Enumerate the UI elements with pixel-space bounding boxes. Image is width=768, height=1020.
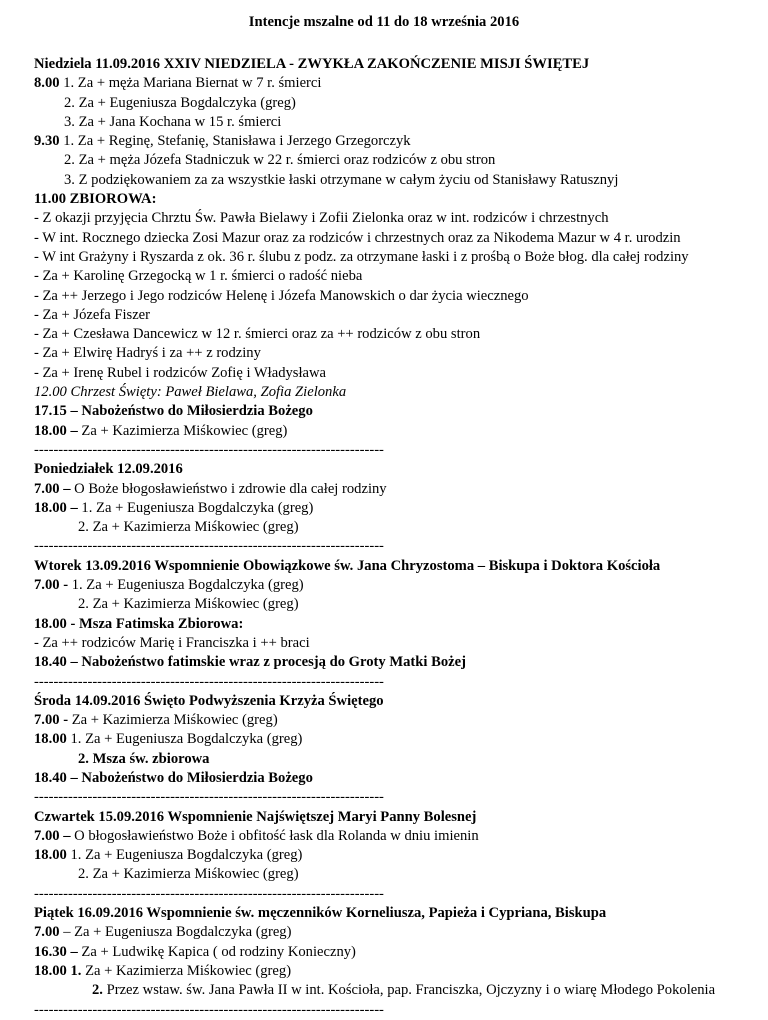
separator: ------------------------------------------------------------------------ xyxy=(34,538,384,555)
sunday-1100-item-5: - Za ++ Jerzego i Jego rodziców Helenę i Józefa Manowskich o dar życia wiecznego xyxy=(34,287,529,304)
wednesday-700: 7.00 - Za + Kazimierza Miśkowiec (greg) xyxy=(34,712,278,729)
sunday-1715-service: 17.15 – Nabożeństwo do Miłosierdzia Bożego xyxy=(34,403,313,420)
sunday-1100-item-2: - W int. Rocznego dziecka Zosi Mazur oraz za rodziców i chrzestnych oraz za Nikodema Mazur w 4 r. urodzin xyxy=(34,229,681,246)
sunday-800-line-3: 3. Za + Jana Kochana w 15 r. śmierci xyxy=(64,113,282,130)
tuesday-fatima-header: 18.00 - Msza Fatimska Zbiorowa: xyxy=(34,615,244,632)
friday-1630: 16.30 – Za + Ludwikę Kapica ( od rodziny Konieczny) xyxy=(34,943,356,960)
tuesday-700-line-2: 2. Za + Kazimierza Miśkowiec (greg) xyxy=(78,596,299,613)
sunday-1100-item-8: - Za + Elwirę Hadryś i za ++ z rodziny xyxy=(34,345,261,362)
monday-700: 7.00 – O Boże błogosławieństwo i zdrowie dla całej rodziny xyxy=(34,480,387,497)
friday-1800-line-1: 18.00 1. Za + Kazimierza Miśkowiec (greg) xyxy=(34,962,292,979)
sunday-1100-item-3: - W int Grażyny i Ryszarda z ok. 36 r. ślubu z podz. za otrzymane łaski i z prośbą o Boże błog. dla całej rodziny xyxy=(34,248,689,265)
separator: ------------------------------------------------------------------------ xyxy=(34,885,384,902)
separator: ------------------------------------------------------------------------ xyxy=(34,673,384,690)
separator: ------------------------------------------------------------------------ xyxy=(34,441,384,458)
sunday-1100-item-9: - Za + Irenę Rubel i rodziców Zofię i Władysława xyxy=(34,364,327,381)
separator: ------------------------------------------------------------------------ xyxy=(34,1001,384,1018)
sunday-800-line-1: 8.00 1. Za + męża Mariana Biernat w 7 r. śmierci xyxy=(34,75,322,92)
sunday-800-line-2: 2. Za + Eugeniusza Bogdalczyka (greg) xyxy=(64,94,296,111)
wednesday-header: Środa 14.09.2016 Święto Podwyższenia Krzyża Świętego xyxy=(34,692,384,709)
page-title: Intencje mszalne od 11 do 18 września 2016 xyxy=(248,14,520,30)
wednesday-1840-service: 18.40 – Nabożeństwo do Miłosierdzia Bożego xyxy=(34,769,313,786)
tuesday-1840-service: 18.40 – Nabożeństwo fatimskie wraz z procesją do Groty Matki Bożej xyxy=(34,654,466,671)
separator: ------------------------------------------------------------------------ xyxy=(34,789,384,806)
sunday-1100-header: 11.00 ZBIOROWA: xyxy=(34,191,157,208)
intentions-list xyxy=(34,55,754,1020)
tuesday-header: Wtorek 13.09.2016 Wspomnienie Obowiązkowe św. Jana Chryzostoma – Biskupa i Doktora Kościoła xyxy=(34,557,661,574)
sunday-930-line-1: 9.30 1. Za + Reginę, Stefanię, Stanisława i Jerzego Grzegorczyk xyxy=(34,133,411,150)
sunday-1100-item-4: - Za + Karolinę Grzegocką w 1 r. śmierci o radość nieba xyxy=(34,268,363,285)
friday-header: Piątek 16.09.2016 Wspomnienie św. męczenników Korneliusza, Papieża i Cypriana, Biskupa xyxy=(34,905,607,922)
friday-700: 7.00 – Za + Eugeniusza Bogdalczyka (greg) xyxy=(34,924,292,941)
monday-1800-line-2: 2. Za + Kazimierza Miśkowiec (greg) xyxy=(78,519,299,536)
thursday-700: 7.00 – O błogosławieństwo Boże i obfitość łask dla Rolanda w dniu imienin xyxy=(34,827,479,844)
sunday-930-line-2: 2. Za + męża Józefa Stadniczuk w 22 r. śmierci oraz rodziców z obu stron xyxy=(64,152,496,169)
sunday-1800: 18.00 – Za + Kazimierza Miśkowiec (greg) xyxy=(34,422,288,439)
thursday-header: Czwartek 15.09.2016 Wspomnienie Najświętszej Maryi Panny Bolesnej xyxy=(34,808,477,825)
sunday-baptism: 12.00 Chrzest Święty: Paweł Bielawa, Zofia Zielonka xyxy=(34,384,347,401)
sunday-1100-item-7: - Za + Czesława Dancewicz w 12 r. śmierci oraz za ++ rodziców z obu stron xyxy=(34,326,481,343)
wednesday-1800-line-1: 18.00 1. Za + Eugeniusza Bogdalczyka (greg) xyxy=(34,731,303,748)
tuesday-fatima-item-1: - Za ++ rodziców Marię i Franciszka i ++ braci xyxy=(34,634,310,651)
thursday-1800-line-1: 18.00 1. Za + Eugeniusza Bogdalczyka (greg) xyxy=(34,847,303,864)
tuesday-700-line-1: 7.00 - 1. Za + Eugeniusza Bogdalczyka (greg) xyxy=(34,577,304,594)
sunday-1100-item-6: - Za + Józefa Fiszer xyxy=(34,306,151,323)
friday-1800-line-2: 2. Przez wstaw. św. Jana Pawła II w int. Kościoła, pap. Franciszka, Ojczyzny i o wiarę Młodego Pokolenia xyxy=(92,982,716,999)
sunday-header: Niedziela 11.09.2016 XXIV NIEDZIELA - ZWYKŁA ZAKOŃCZENIE MISJI ŚWIĘTEJ xyxy=(34,56,590,72)
monday-header: Poniedziałek 12.09.2016 xyxy=(34,461,183,478)
wednesday-1800-line-2: 2. Msza św. zbiorowa xyxy=(78,750,210,767)
sunday-930-line-3: 3. Z podziękowaniem za za wszystkie łaski otrzymane w całym życiu od Stanisławy Ratusznyj xyxy=(64,171,619,188)
sunday-1100-item-1: - Z okazji przyjęcia Chrztu Św. Pawła Bielawy i Zofii Zielonka oraz w int. rodziców i chrzestnych xyxy=(34,210,609,227)
thursday-1800-line-2: 2. Za + Kazimierza Miśkowiec (greg) xyxy=(78,866,299,883)
monday-1800-line-1: 18.00 – 1. Za + Eugeniusza Bogdalczyka (greg) xyxy=(34,499,314,516)
